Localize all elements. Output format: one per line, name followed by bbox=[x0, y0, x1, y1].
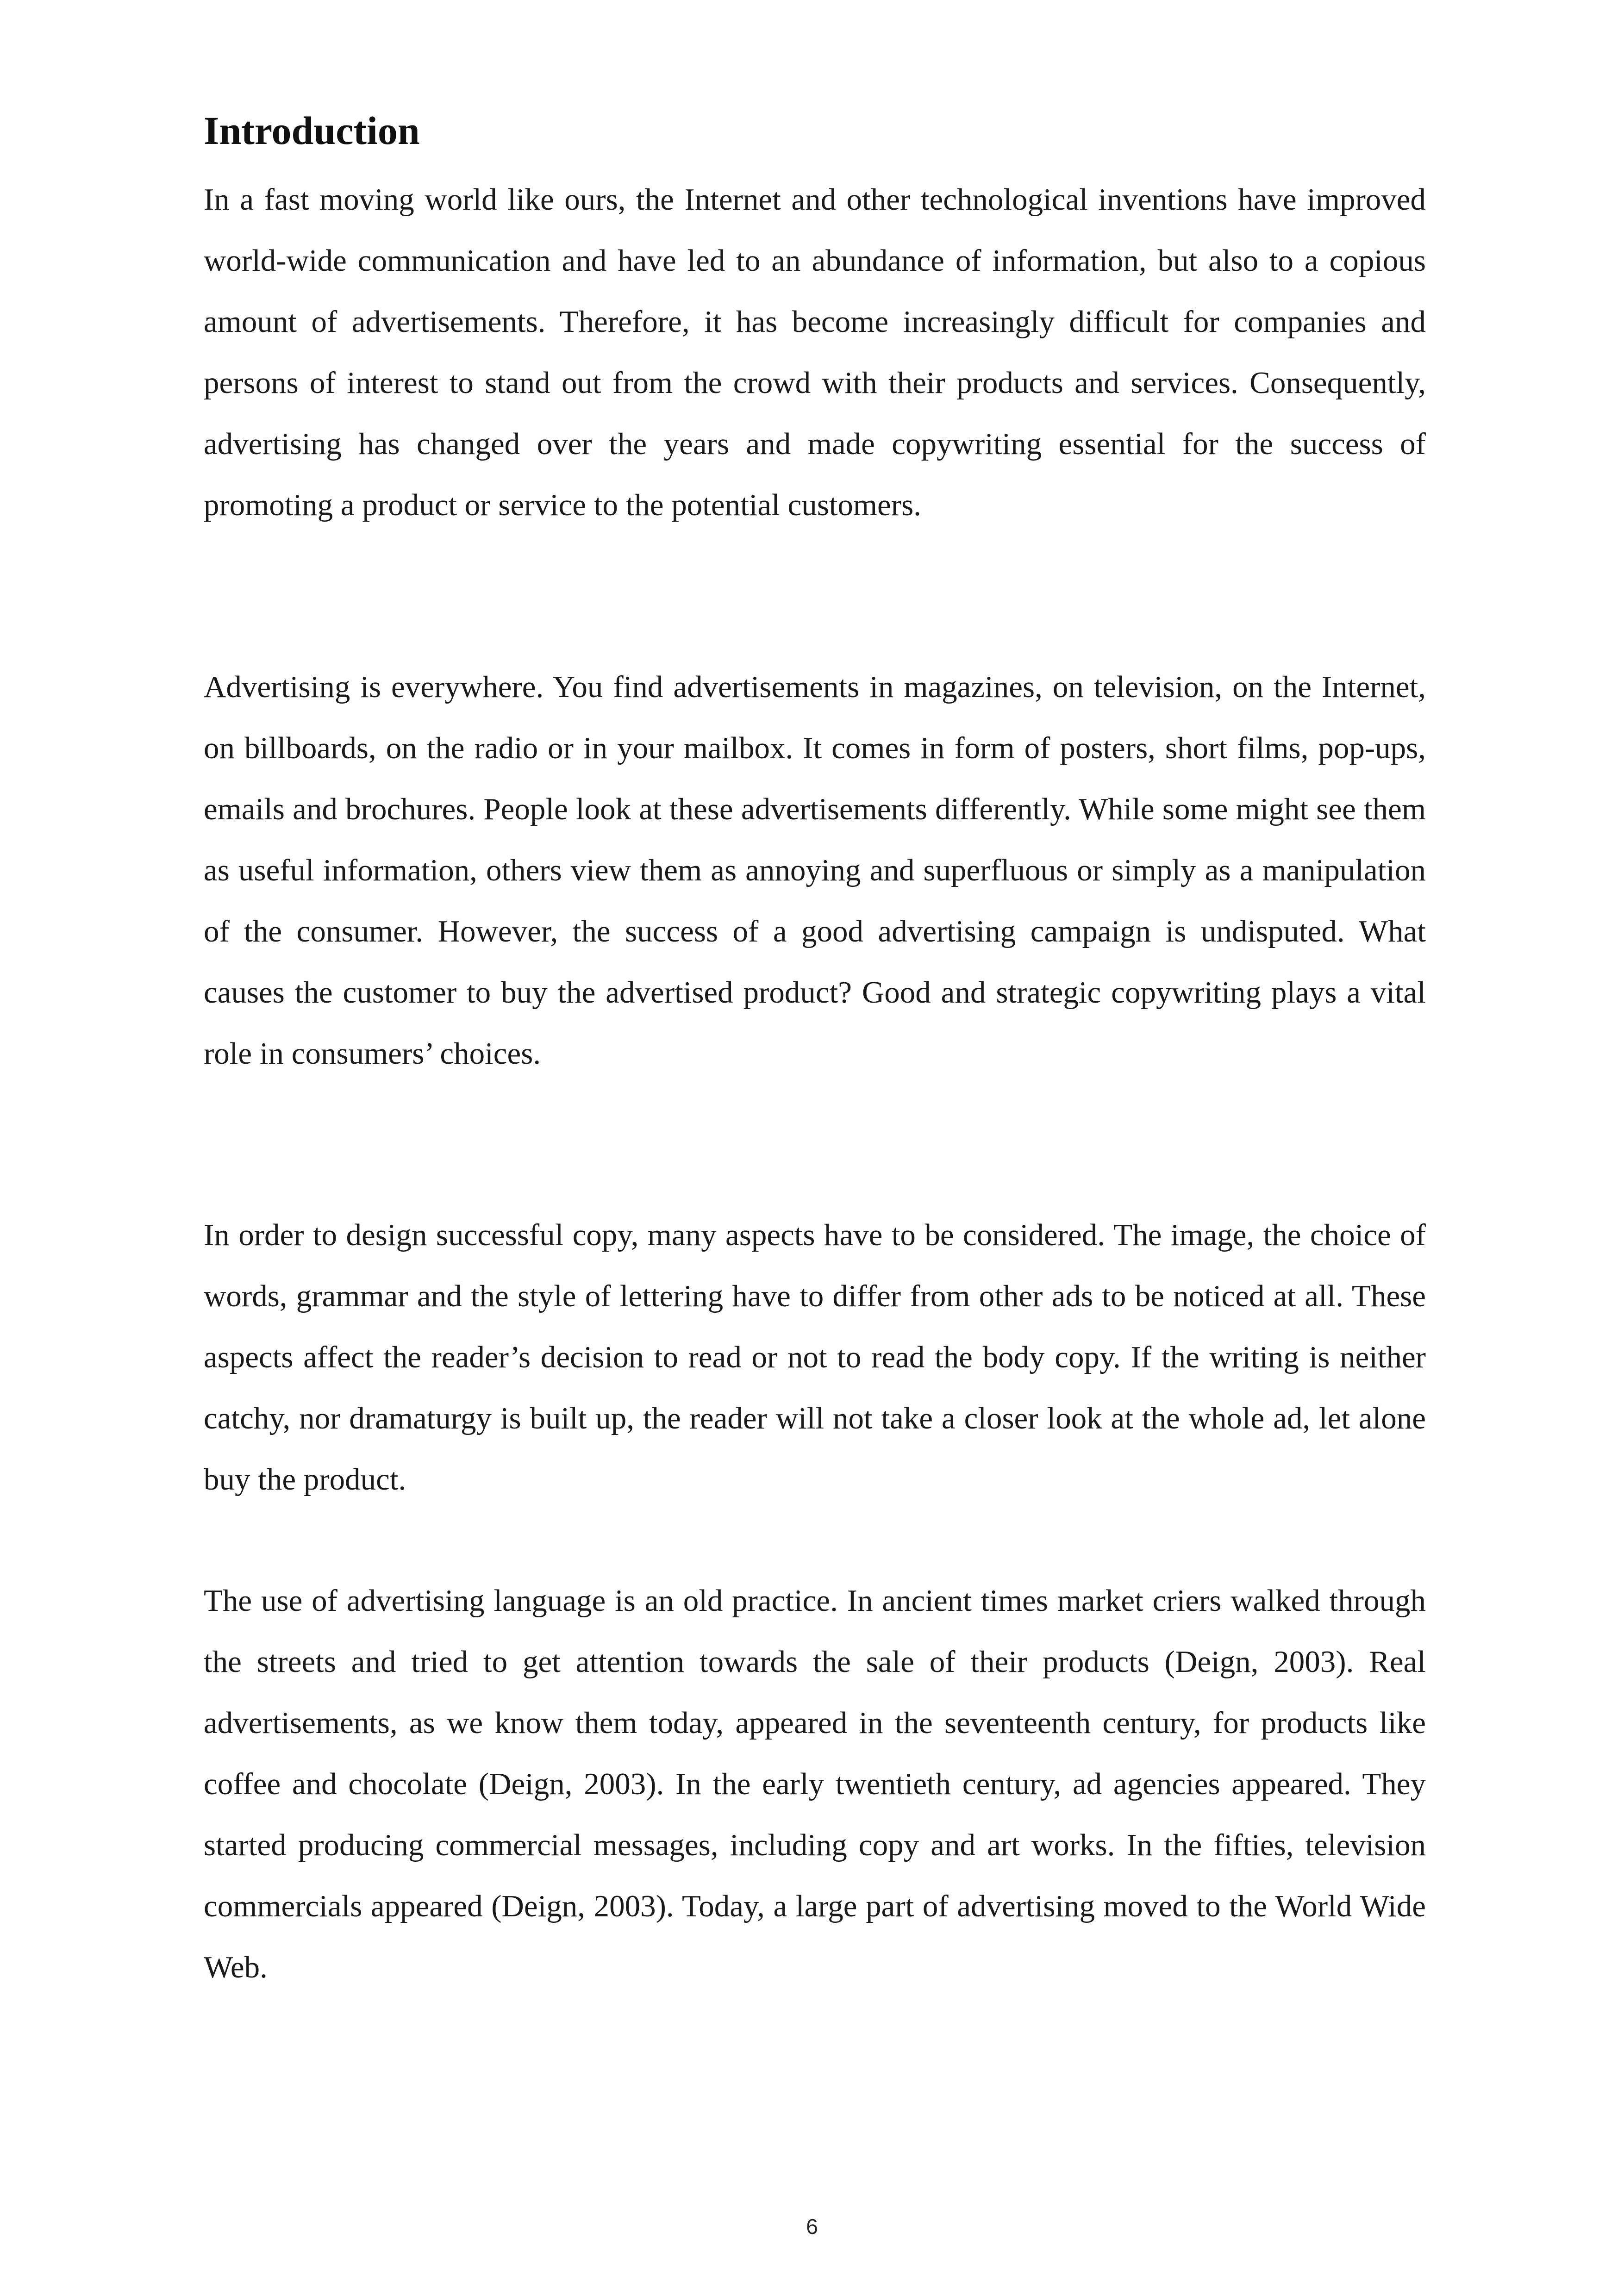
body-paragraph: The use of advertising language is an old practice. In ancient times market criers walked through the streets and tried to get attention towards the sale of their products (Deign, 2003). Real advertisements, as we know them today, appeared in the seventeenth century, for products like coffee and chocolate (Deign, 2003). In the early twentieth century, ad agencies appeared. They started producing commercial messages, including copy and art works. In the fifties, television commercials appeared (Deign, 2003). Today, a large part of advertising moved to the World Wide Web. bbox=[204, 1584, 1426, 1984]
body-paragraph: In a fast moving world like ours, the Internet and other technological inventions have improved world-wide communication and have led to an abundance of information, but also to a copious amount of advertisements. Therefore, it has become increasingly difficult for companies and persons of interest to stand out from the crowd with their products and services. Consequently, advertising has changed over the years and made copywriting essential for the success of promoting a product or service to the potential customers. bbox=[204, 182, 1426, 522]
page-number: 6 bbox=[806, 2214, 818, 2239]
body-paragraph: Advertising is everywhere. You find advertisements in magazines, on television, on the Internet, on billboards, on the radio or in your mailbox. It comes in form of posters, short films, pop-ups, emails and brochures. People look at these advertisements differently. While some might see them as useful information, others view them as annoying and superfluous or simply as a manipulation of the consumer. However, the success of a good advertising campaign is undisputed. What causes the customer to buy the advertised product? Good and strategic copywriting plays a vital role in consumers’ choices. bbox=[204, 670, 1426, 1071]
section-heading: Introduction bbox=[204, 108, 420, 153]
body-paragraph: In order to design successful copy, many aspects have to be considered. The image, the choice of words, grammar and the style of lettering have to differ from other ads to be noticed at all. These aspects affect the reader’s decision to read or not to read the body copy. If the writing is neither catchy, nor dramaturgy is built up, the reader will not take a closer look at the whole ad, let alone buy the product. bbox=[204, 1218, 1426, 1497]
